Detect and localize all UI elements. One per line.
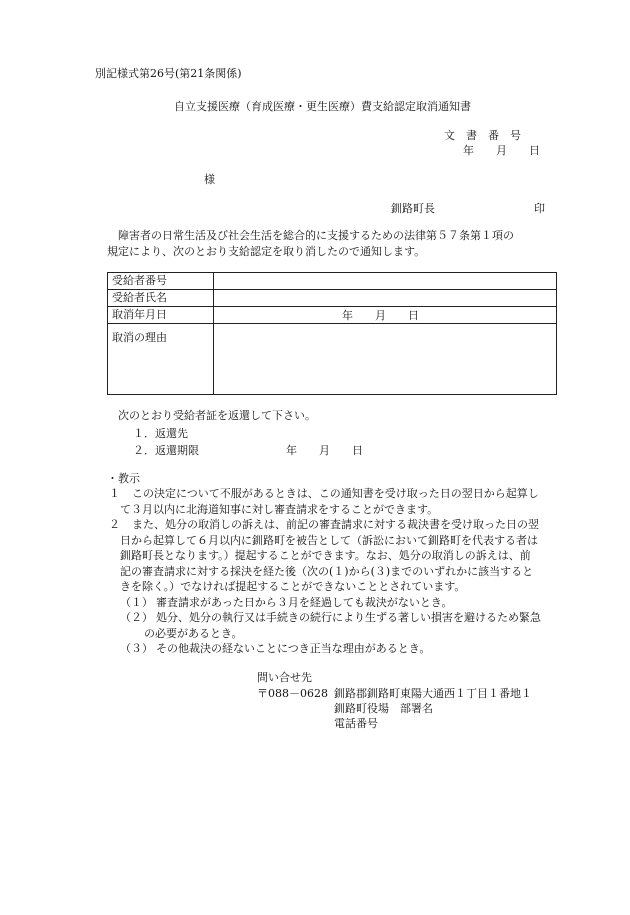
recipient-name-label: 受給者氏名 xyxy=(108,290,214,307)
revocation-table xyxy=(107,272,557,395)
sub-item-2-number: （２） xyxy=(120,611,153,624)
recipient-number-value xyxy=(214,273,557,290)
note-2-line-4: 記の審査請求に対する採決を経た後（次の(１)から(３)までのいずれかに該当すると xyxy=(120,565,534,578)
recipient-number-label: 受給者番号 xyxy=(108,273,214,290)
intro-line-1: 障害者の日常生活及び社会生活を総合的に支援するための法律第５７条第１項の xyxy=(118,229,514,242)
sender-name: 釧路町長 xyxy=(391,202,435,215)
form-number: 別記様式第26号(第21条関係) xyxy=(95,67,242,80)
contact-phone: 電話番号 xyxy=(334,717,378,730)
revocation-reason-label: 取消の理由 xyxy=(108,324,214,395)
document-title: 自立支援医療（育成医療・更生医療）費支給認定取消通知書 xyxy=(174,100,471,113)
table-row xyxy=(108,307,557,324)
revocation-date-value: 年 月 日 xyxy=(342,309,419,322)
notes-heading: ・教示 xyxy=(107,472,140,485)
sub-item-3-text: その他裁決の経ないことにつき正当な理由があるとき。 xyxy=(156,642,431,655)
sub-item-1-number: （１） xyxy=(120,596,153,609)
note-2-line-2: 日から起算して６月以内に釧路町を被告として（訴訟において釧路町を代表する者は xyxy=(120,534,538,547)
revocation-reason-value xyxy=(214,324,557,395)
sub-item-2-line-1: 処分、処分の執行又は手続きの続行により生ずる著しい損害を避けるため緊急 xyxy=(156,611,541,624)
recipient-name-value xyxy=(214,290,557,307)
addressee-suffix: 様 xyxy=(204,173,215,186)
return-deadline-date: 年 月 日 xyxy=(286,444,363,457)
revocation-date-cell xyxy=(214,307,557,324)
issue-date: 年 月 日 xyxy=(463,144,540,157)
note-2-line-5: きを除く。）でなければ提起することができないこととされています。 xyxy=(120,580,466,593)
contact-heading: 問い合せ先 xyxy=(257,671,312,684)
note-1-number: １ xyxy=(109,487,120,500)
table-row xyxy=(108,290,557,307)
contact-office: 釧路町役場 部署名 xyxy=(334,702,433,715)
note-2-line-1: また、処分の取消しの訴えは、前記の審査請求に対する裁決書を受け取った日の翌 xyxy=(132,518,539,531)
intro-line-2: 規定により、次のとおり支給認定を取り消したので通知します。 xyxy=(107,245,426,258)
note-2-line-3: 釧路町長となります。）提起することができます。なお、処分の取消しの訴えは、前 xyxy=(120,549,531,562)
return-instruction: 次のとおり受給者証を返還して下さい。 xyxy=(118,409,316,422)
document-number-label: 文 書 番 号 xyxy=(444,129,521,142)
contact-address: 釧路郡釧路町東陽大通西１丁目１番地１ xyxy=(334,687,532,700)
revocation-date-label: 取消年月日 xyxy=(108,307,214,324)
sub-item-1-text: 審査請求があった日から３月を経過しても裁決がないとき。 xyxy=(156,596,453,609)
note-2-number: ２ xyxy=(109,518,120,531)
sub-item-2-line-2: の必要があるとき。 xyxy=(144,627,243,640)
table-row xyxy=(108,273,557,290)
return-destination: １．返還先 xyxy=(133,427,188,440)
note-1-line-1: この決定について不服があるときは、この通知書を受け取った日の翌日から起算し xyxy=(132,487,539,500)
table-row xyxy=(108,324,557,395)
contact-postal-code: 〒088－0628 xyxy=(257,687,328,700)
return-deadline-label: ２．返還期限 xyxy=(133,444,199,457)
note-1-line-2: て３月以内に北海道知事に対し審査請求をすることができます。 xyxy=(120,503,439,516)
seal-mark: 印 xyxy=(534,202,545,215)
sub-item-3-number: （３） xyxy=(120,642,153,655)
